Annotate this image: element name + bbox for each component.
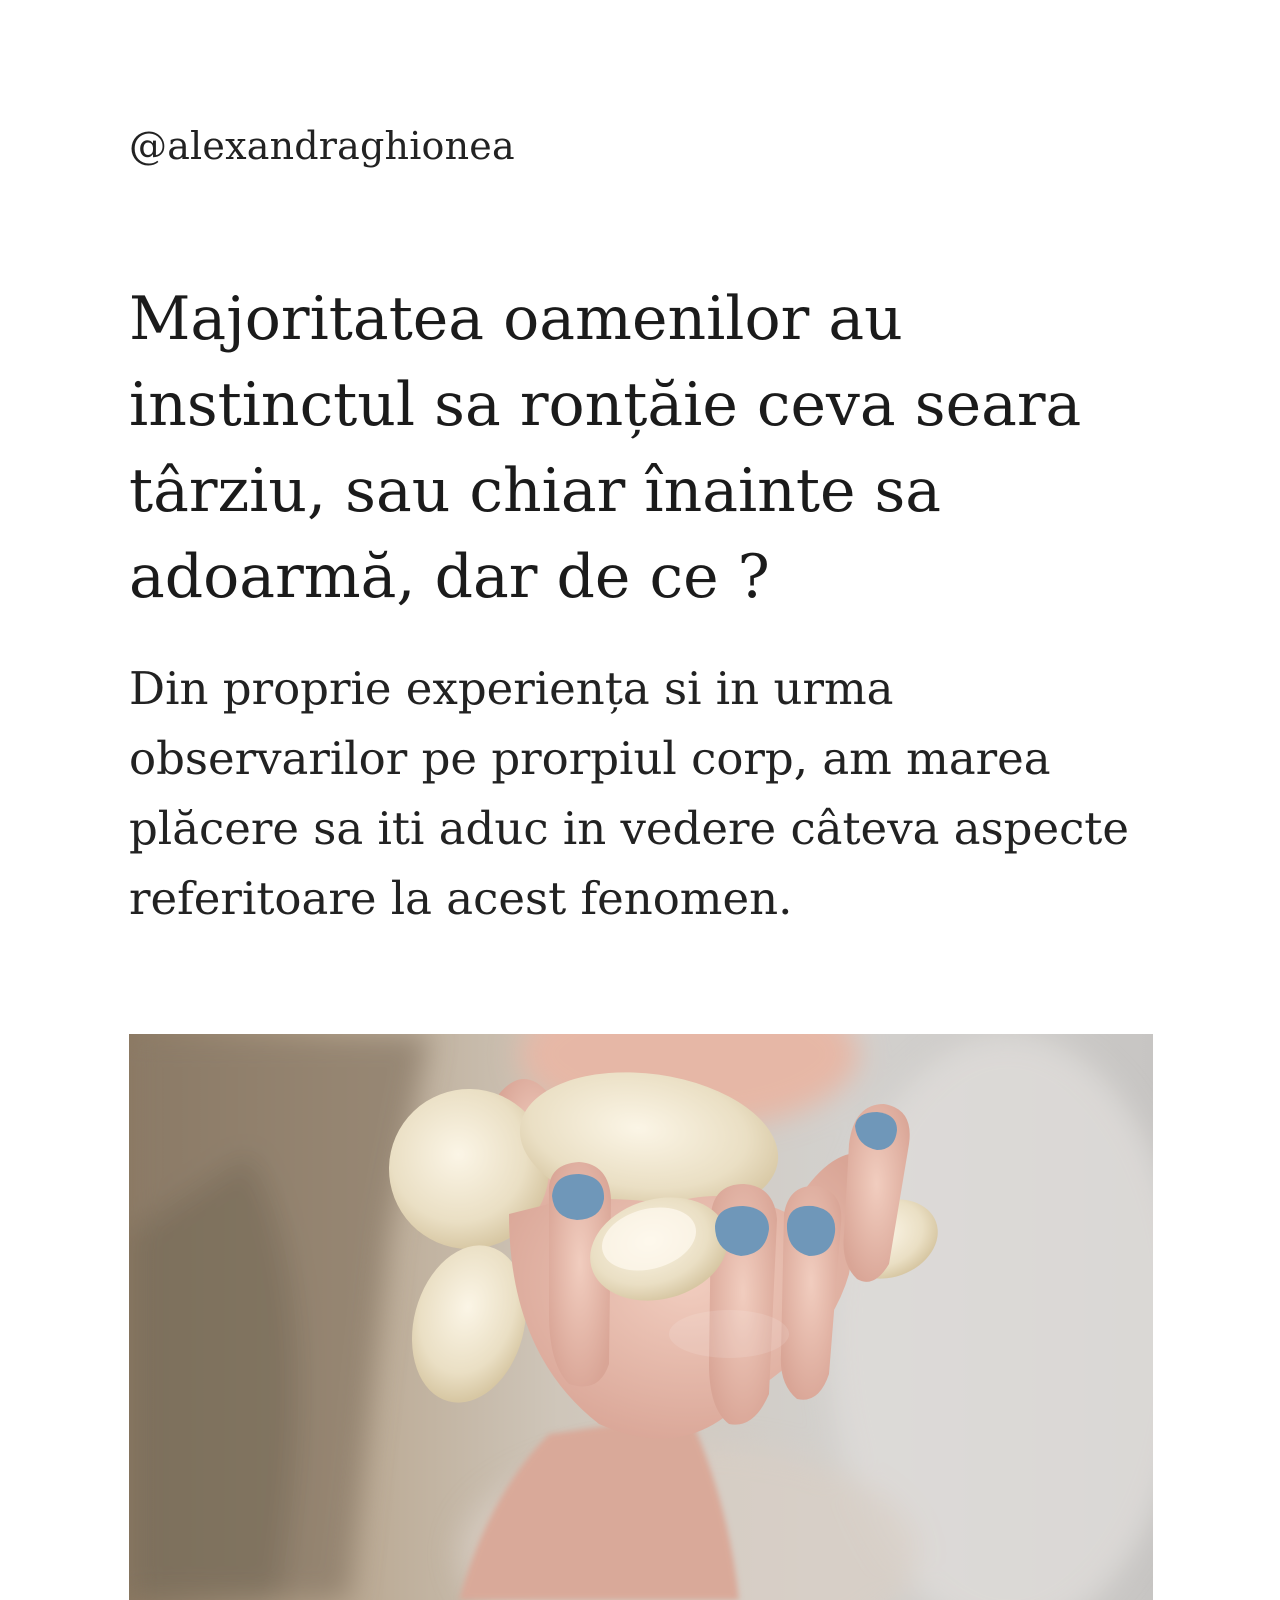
post-photo xyxy=(129,1034,1153,1600)
body-line: observarilor pe prorpiul corp, am marea xyxy=(129,732,1051,785)
headline-line: adoarmă, dar de ce ? xyxy=(129,542,770,612)
hand-holding-chips-image xyxy=(129,1034,1153,1600)
author-handle[interactable]: @alexandraghionea xyxy=(129,124,515,168)
headline-line: târziu, sau chiar înainte sa xyxy=(129,456,942,526)
post-body xyxy=(129,654,1189,934)
headline-line: instinctul sa ronțăie ceva seara xyxy=(129,370,1082,440)
body-line: plăcere sa iti aduc in vedere câteva aspecte xyxy=(129,802,1130,855)
body-line: referitoare la acest fenomen. xyxy=(129,872,793,925)
post-headline xyxy=(129,276,1169,620)
body-line: Din proprie experiența si in urma xyxy=(129,662,894,715)
headline-line: Majoritatea oamenilor au xyxy=(129,284,903,354)
